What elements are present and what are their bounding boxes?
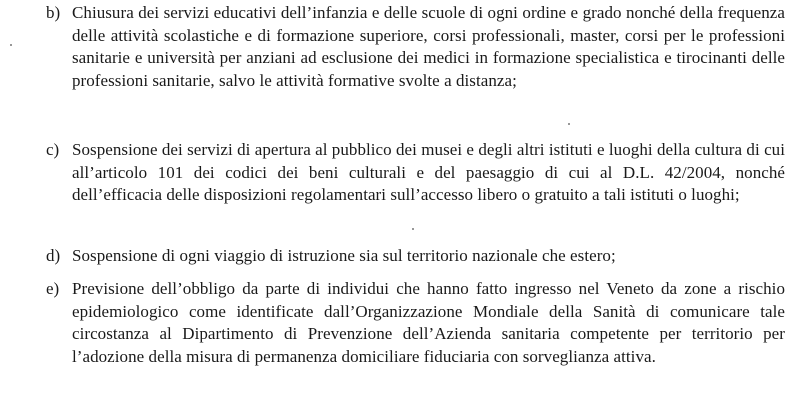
scan-speck [412, 228, 414, 230]
scan-speck [568, 123, 570, 125]
list-item-text: Sospensione di ogni viaggio di istruzione sia sul territorio nazionale che estero; [72, 246, 616, 265]
list-item-text: Sospensione dei servizi di apertura al pubblico dei musei e degli altri istituti e luoghi della cultura di cui all’articolo 101 dei codici dei beni culturali e del paesaggio di cui al D.L. 42/2004, nonché dell’efficacia delle disposizioni regolamentari sull’accesso libero o gratuito a tali istituti o luoghi; [72, 140, 785, 205]
list-marker: b) [46, 3, 61, 22]
list-marker: e) [46, 279, 60, 298]
list-marker: d) [46, 246, 61, 265]
scan-speck [10, 44, 12, 46]
list-item-text: Chiusura dei servizi educativi dell’infanzia e delle scuole di ogni ordine e grado nonché della frequenza delle attività scolastiche e di formazione superiore, corsi professionali, master, corsi per le professioni sanitarie e università per anziani ad esclusione dei medici in formazione specialistica e tirocinanti delle professioni sanitarie, salvo le attività formative svolte a distanza; [72, 3, 785, 90]
list-marker: c) [46, 140, 60, 159]
list-item-text: Previsione dell’obbligo da parte di individui che hanno fatto ingresso nel Veneto da zone a rischio epidemiologico come identificate dall’Organizzazione Mondiale della Sanità di comunicare tale circostanza al Dipartimento di Prevenzione dell’Azienda sanitaria competente per territorio per l’adozione della misura di permanenza domiciliare fiduciaria con sorveglianza attiva. [72, 279, 785, 366]
